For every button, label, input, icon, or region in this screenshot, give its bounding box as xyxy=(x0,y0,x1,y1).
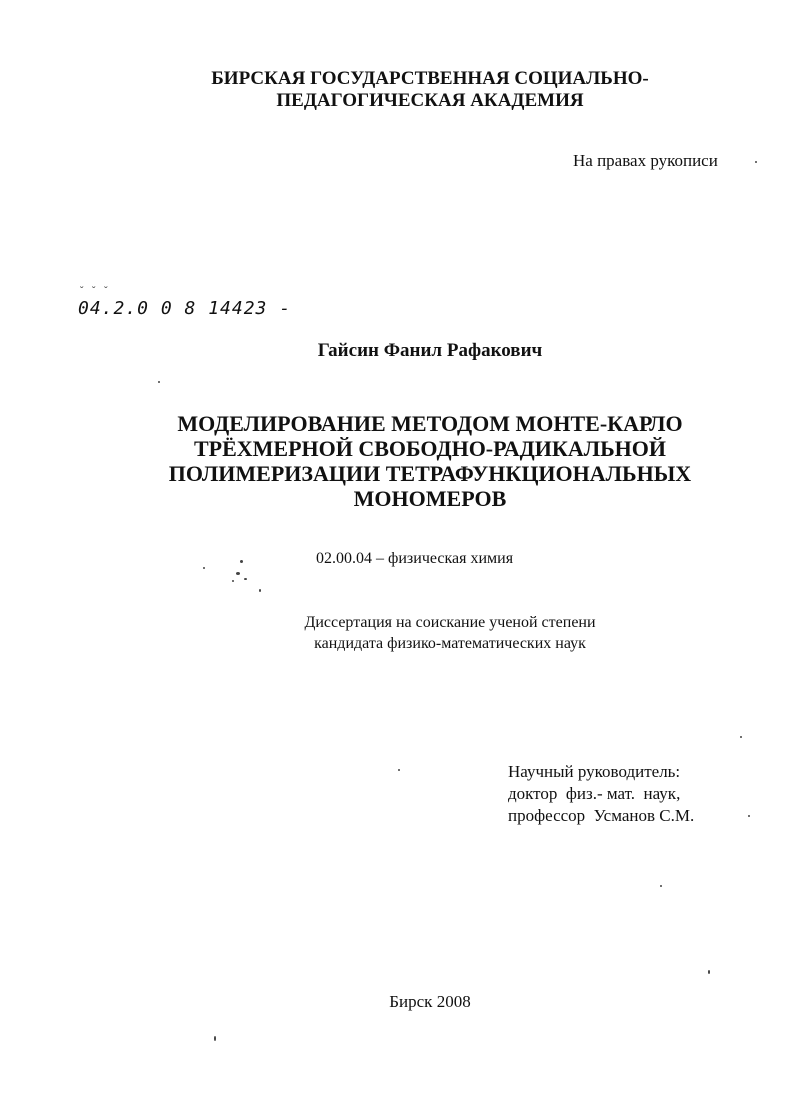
scan-speck xyxy=(232,580,234,582)
scan-speck xyxy=(755,161,757,163)
degree-statement xyxy=(0,612,797,654)
supervisor-block xyxy=(508,761,694,827)
institution-line-2: ПЕДАГОГИЧЕСКАЯ АКАДЕМИЯ xyxy=(276,90,584,111)
archive-number-text: 04.2.0 0 8 14423 - xyxy=(78,298,292,319)
supervisor-line-3: профессор Усманов С.М. xyxy=(508,806,695,825)
title-line-1: МОДЕЛИРОВАНИЕ МЕТОДОМ МОНТЕ-КАРЛО xyxy=(177,411,683,436)
rights-note: На правах рукописи xyxy=(573,151,718,170)
scan-speck xyxy=(236,572,240,575)
institution-name xyxy=(0,68,797,112)
supervisor-line-1: Научный руководитель: xyxy=(508,762,681,781)
specialty-code: 02.00.04 – физическая химия xyxy=(316,550,514,567)
archive-number xyxy=(78,286,292,319)
city-year: Бирск 2008 xyxy=(389,992,471,1011)
degree-line-1: Диссертация на соискание ученой степени xyxy=(304,614,596,631)
institution-line-1: БИРСКАЯ ГОСУДАРСТВЕННАЯ СОЦИАЛЬНО- xyxy=(211,68,649,89)
scan-speck xyxy=(660,885,662,887)
supervisor-line-2: доктор физ.- мат. наук, xyxy=(508,784,681,803)
title-line-4: МОНОМЕРОВ xyxy=(353,486,507,511)
scan-speck xyxy=(244,578,247,580)
scan-speck xyxy=(740,736,742,738)
title-line-3: ПОЛИМЕРИЗАЦИИ ТЕТРАФУНКЦИОНАЛЬНЫХ xyxy=(168,461,692,486)
scan-speck xyxy=(708,970,710,974)
scan-speck xyxy=(398,769,400,771)
author-name: Гайсин Фанил Рафакович xyxy=(317,340,543,361)
scan-speck xyxy=(214,1036,216,1041)
degree-line-2: кандидата физико-математических наук xyxy=(314,635,586,652)
dissertation-title xyxy=(0,411,797,511)
scan-speck xyxy=(240,560,243,563)
scan-speck xyxy=(748,815,750,817)
scan-speck xyxy=(203,567,205,569)
scan-speck xyxy=(259,589,261,592)
title-line-2: ТРЁХМЕРНОЙ СВОБОДНО-РАДИКАЛЬНОЙ xyxy=(193,436,667,461)
scan-speck xyxy=(158,381,160,383)
archive-mark: ˘ ˘ ˘ xyxy=(78,286,109,297)
